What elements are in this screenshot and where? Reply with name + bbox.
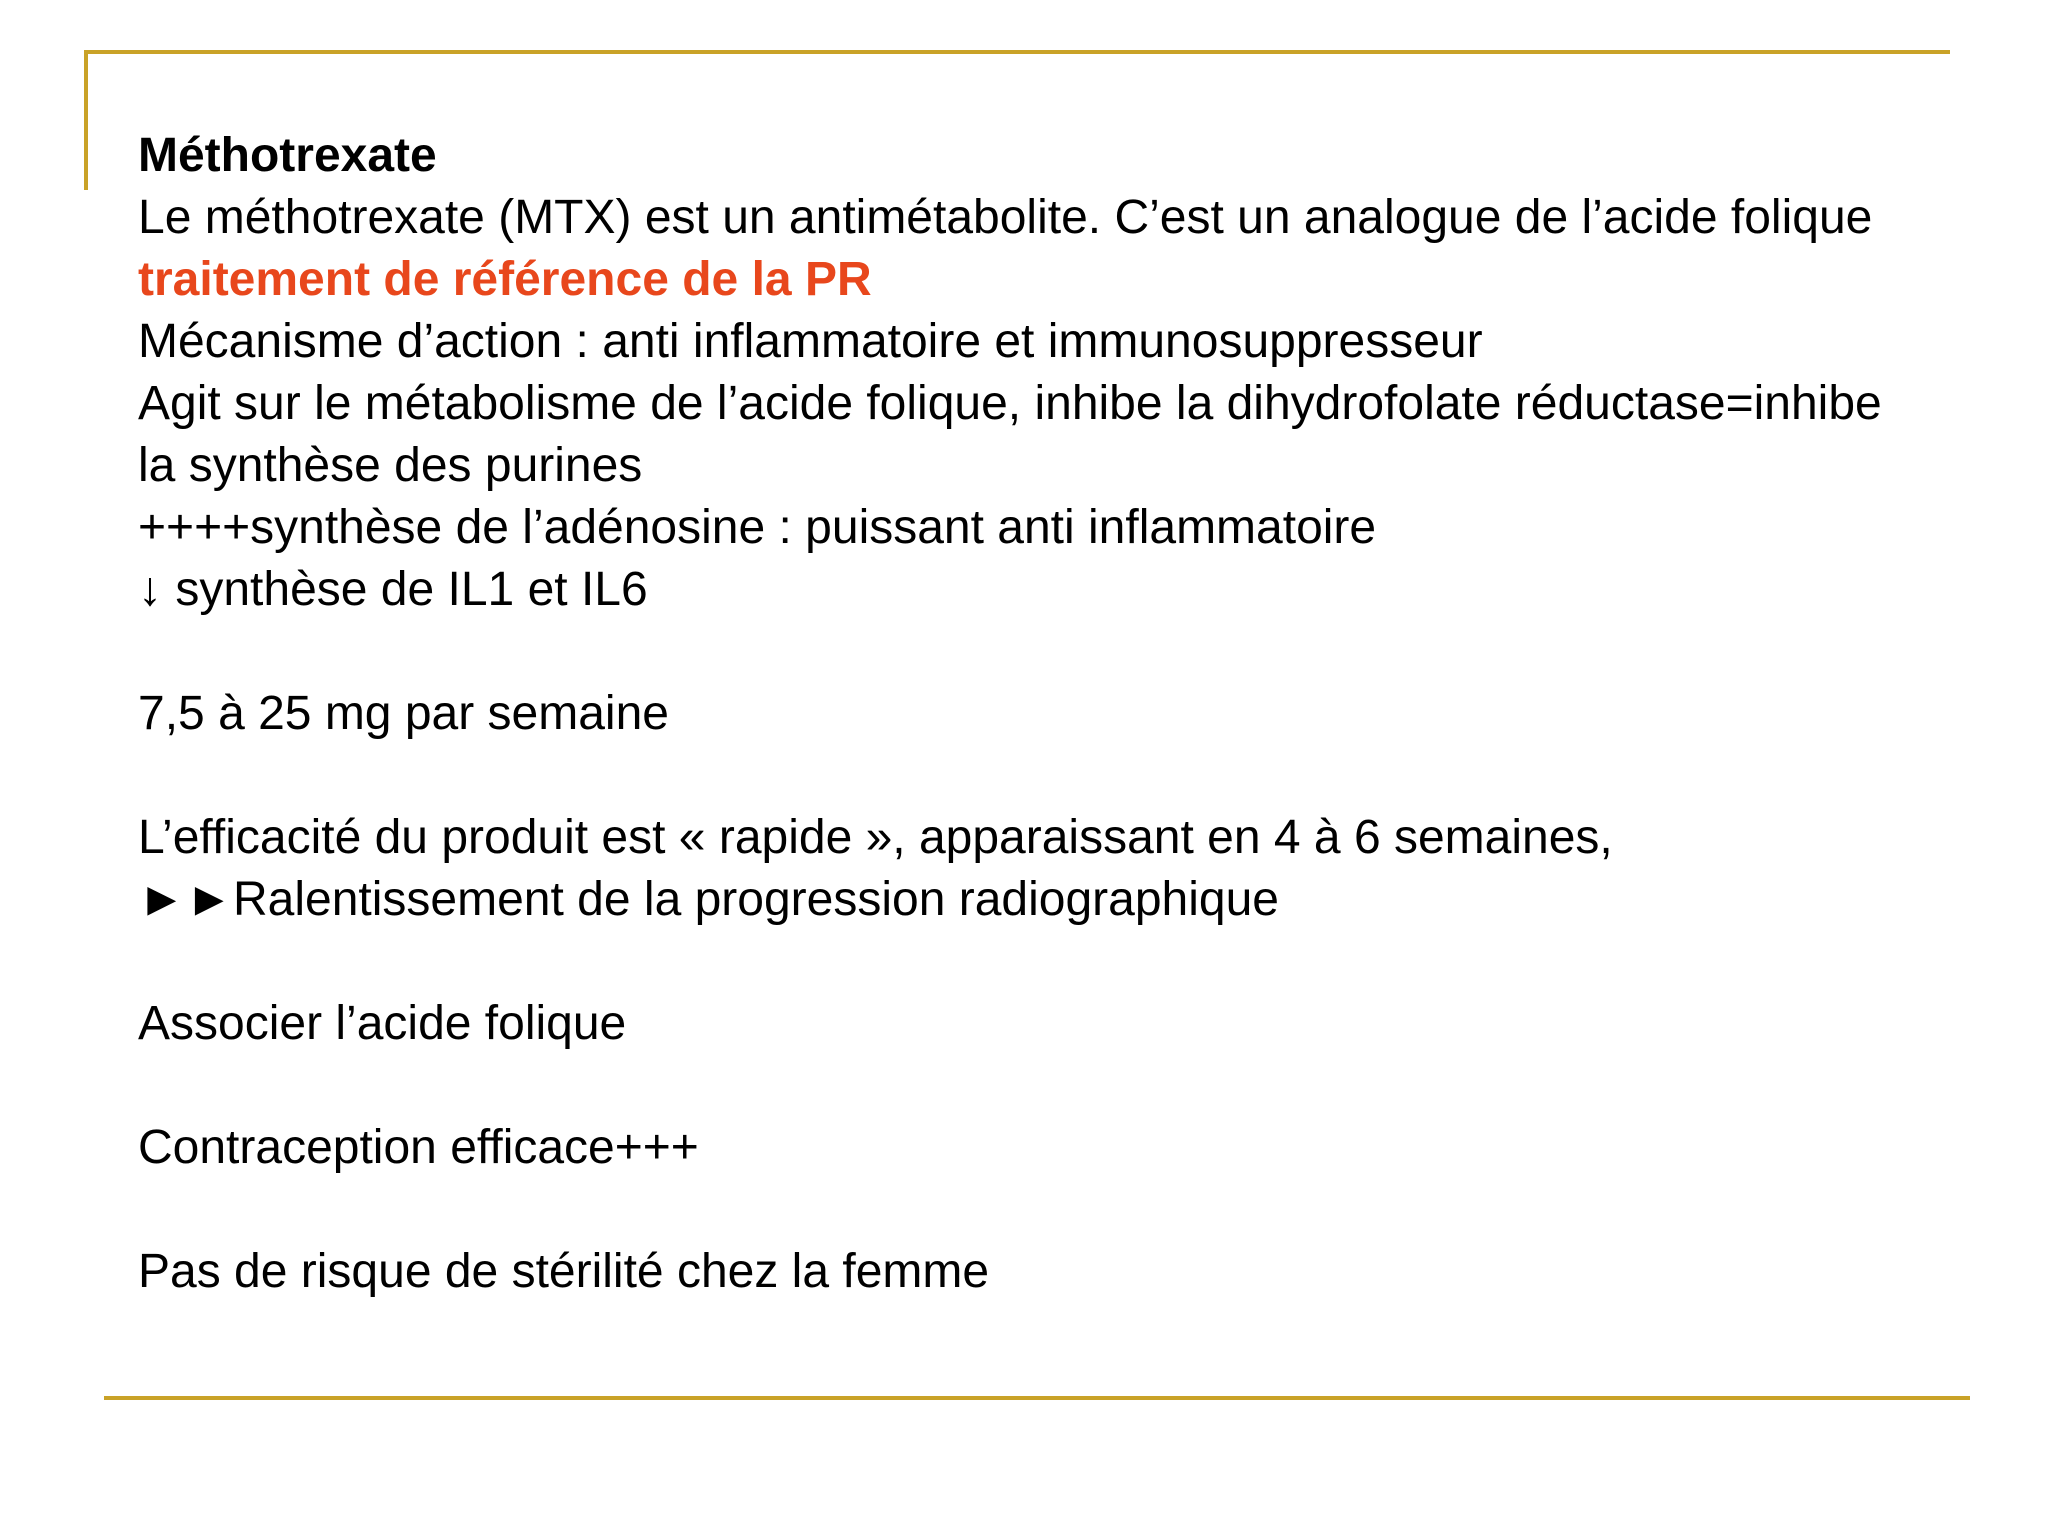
top-rule — [86, 50, 1950, 54]
spacer — [138, 1055, 2028, 1117]
body-line-efficacy: L’efficacité du produit est « rapide », apparaissant en 4 à 6 semaines, — [138, 811, 1613, 864]
slide-title: Méthotrexate — [138, 129, 437, 182]
body-line-dosage: 7,5 à 25 mg par semaine — [138, 687, 669, 740]
body-line-mechanism: Mécanisme d’action : anti inflammatoire et immunosuppresseur — [138, 315, 1483, 368]
body-line-purines: la synthèse des purines — [138, 439, 643, 492]
left-rule — [84, 50, 88, 190]
highlight-line: traitement de référence de la PR — [138, 253, 872, 306]
body-line-radiographic: ►►Ralentissement de la progression radiographique — [138, 873, 1279, 926]
bottom-rule — [104, 1396, 1970, 1400]
body-line-sterility: Pas de risque de stérilité chez la femme — [138, 1245, 990, 1298]
body-line-folate: Agit sur le métabolisme de l’acide folique, inhibe la dihydrofolate réductase=inhibe — [138, 377, 1882, 430]
body-line-adenosine: ++++synthèse de l’adénosine : puissant anti inflammatoire — [138, 501, 1377, 554]
slide-body — [138, 125, 2028, 1303]
spacer — [138, 621, 2028, 683]
spacer — [138, 745, 2028, 807]
spacer — [138, 931, 2028, 993]
body-line-folic-acid: Associer l’acide folique — [138, 997, 627, 1050]
spacer — [138, 1179, 2028, 1241]
body-line-definition: Le méthotrexate (MTX) est un antimétabolite. C’est un analogue de l’acide folique — [138, 191, 1873, 244]
body-line-interleukins: ↓ synthèse de IL1 et IL6 — [138, 563, 648, 616]
body-line-contraception: Contraception efficace+++ — [138, 1121, 699, 1174]
